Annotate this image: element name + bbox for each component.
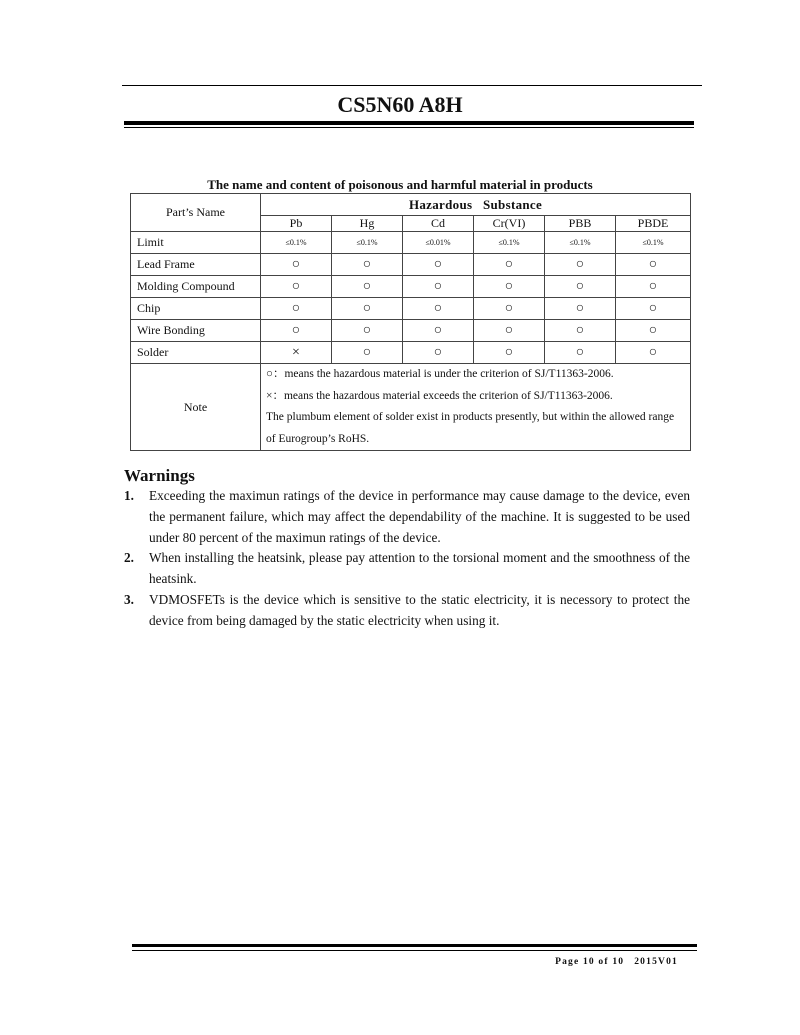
title-rule-thin <box>124 127 694 128</box>
warnings-heading: Warnings <box>124 466 195 485</box>
limit-value: ≤0.1% <box>261 232 332 254</box>
note-line: The plumbum element of solder exist in products presently, but within the allowed range of Eurogroup’s RoHS. <box>266 411 675 445</box>
substance-header: PBDE <box>616 216 691 232</box>
warning-number: 1. <box>124 488 134 503</box>
compliance-mark: ○ <box>291 301 301 316</box>
compliance-mark: ○ <box>433 257 443 272</box>
row-label: Chip <box>131 298 261 320</box>
document-version: 2015V01 <box>634 957 678 967</box>
substance-header: Cd <box>403 216 474 232</box>
compliance-mark: ○ <box>648 345 658 360</box>
part-name-header: Part’s Name <box>131 194 261 232</box>
warning-text: Exceeding the maximun ratings of the device in performance may cause damage to the device, even the permanent failure, which may affect the dependability of the machine. It is suggested to be used under 80 percent of the maximun ratings of the device. <box>149 488 690 545</box>
footer-rule-thin <box>132 950 697 951</box>
row-label: Limit <box>131 232 261 254</box>
warning-item <box>124 486 690 548</box>
compliance-mark: ○ <box>648 279 658 294</box>
compliance-mark: ○ <box>575 301 585 316</box>
substance-header: PBB <box>545 216 616 232</box>
warning-number: 3. <box>124 591 134 607</box>
compliance-mark: ○ <box>291 323 301 338</box>
compliance-mark: ○ <box>648 323 658 338</box>
note-cell <box>261 364 691 451</box>
title-rule-thick <box>124 121 694 125</box>
compliance-mark: ○ <box>504 301 514 316</box>
table-row-note <box>131 364 691 451</box>
compliance-mark: × <box>292 345 300 360</box>
compliance-mark: ○ <box>648 301 658 316</box>
page-number: Page 10 of 10 <box>555 957 625 967</box>
table-row-limit <box>131 232 691 254</box>
limit-value: ≤0.1% <box>616 232 691 254</box>
limit-value: ≤0.1% <box>332 232 403 254</box>
limit-value: ≤0.01% <box>403 232 474 254</box>
compliance-mark: ○ <box>504 323 514 338</box>
limit-value: ≤0.1% <box>474 232 545 254</box>
footer-rule-thick <box>132 944 697 947</box>
warning-item <box>124 548 690 590</box>
document-title: CS5N60 A8H <box>337 92 463 117</box>
substance-header: Cr(VI) <box>474 216 545 232</box>
substance-header: Hg <box>332 216 403 232</box>
compliance-mark: ○ <box>433 345 443 360</box>
compliance-mark: ○ <box>575 323 585 338</box>
table-row <box>131 254 691 276</box>
compliance-mark: ○ <box>575 257 585 272</box>
compliance-mark: ○ <box>362 301 372 316</box>
table-title: The name and content of poisonous and harmful material in products <box>207 177 593 192</box>
row-label: Lead Frame <box>131 254 261 276</box>
compliance-mark: ○ <box>433 323 443 338</box>
compliance-mark: ○ <box>504 257 514 272</box>
table-row <box>131 320 691 342</box>
page-footer <box>555 957 678 967</box>
compliance-mark: ○ <box>362 279 372 294</box>
warning-number: 2. <box>124 550 134 566</box>
note-label: Note <box>131 364 261 451</box>
table-row <box>131 342 691 364</box>
hazardous-substance-header: Hazardous Substance <box>261 194 691 216</box>
note-line: ○：means the hazardous material is under the criterion of SJ/T11363-2006. <box>266 368 614 380</box>
compliance-mark: ○ <box>433 301 443 316</box>
warning-text: VDMOSFETs is the device which is sensitive to the static electricity, it is necessory to protect the device from being damaged by the static electricity when using it. <box>149 591 690 628</box>
compliance-mark: ○ <box>648 257 658 272</box>
table-row <box>131 298 691 320</box>
row-label: Molding Compound <box>131 276 261 298</box>
row-label: Solder <box>131 342 261 364</box>
warnings-list <box>124 486 690 632</box>
compliance-mark: ○ <box>504 345 514 360</box>
header-top-rule <box>122 85 702 86</box>
compliance-mark: ○ <box>291 257 301 272</box>
compliance-mark: ○ <box>504 279 514 294</box>
substance-header: Pb <box>261 216 332 232</box>
table-row <box>131 276 691 298</box>
row-label: Wire Bonding <box>131 320 261 342</box>
compliance-mark: ○ <box>291 279 301 294</box>
hazardous-substance-table <box>130 193 691 451</box>
compliance-mark: ○ <box>575 345 585 360</box>
compliance-mark: ○ <box>575 279 585 294</box>
compliance-mark: ○ <box>433 279 443 294</box>
limit-value: ≤0.1% <box>545 232 616 254</box>
compliance-mark: ○ <box>362 257 372 272</box>
compliance-mark: ○ <box>362 323 372 338</box>
warning-item <box>124 590 690 632</box>
compliance-mark: ○ <box>362 345 372 360</box>
note-line: ×：means the hazardous material exceeds the criterion of SJ/T11363-2006. <box>266 389 613 402</box>
warning-text: When installing the heatsink, please pay attention to the torsional moment and the smoothness of the heatsink. <box>149 550 690 587</box>
